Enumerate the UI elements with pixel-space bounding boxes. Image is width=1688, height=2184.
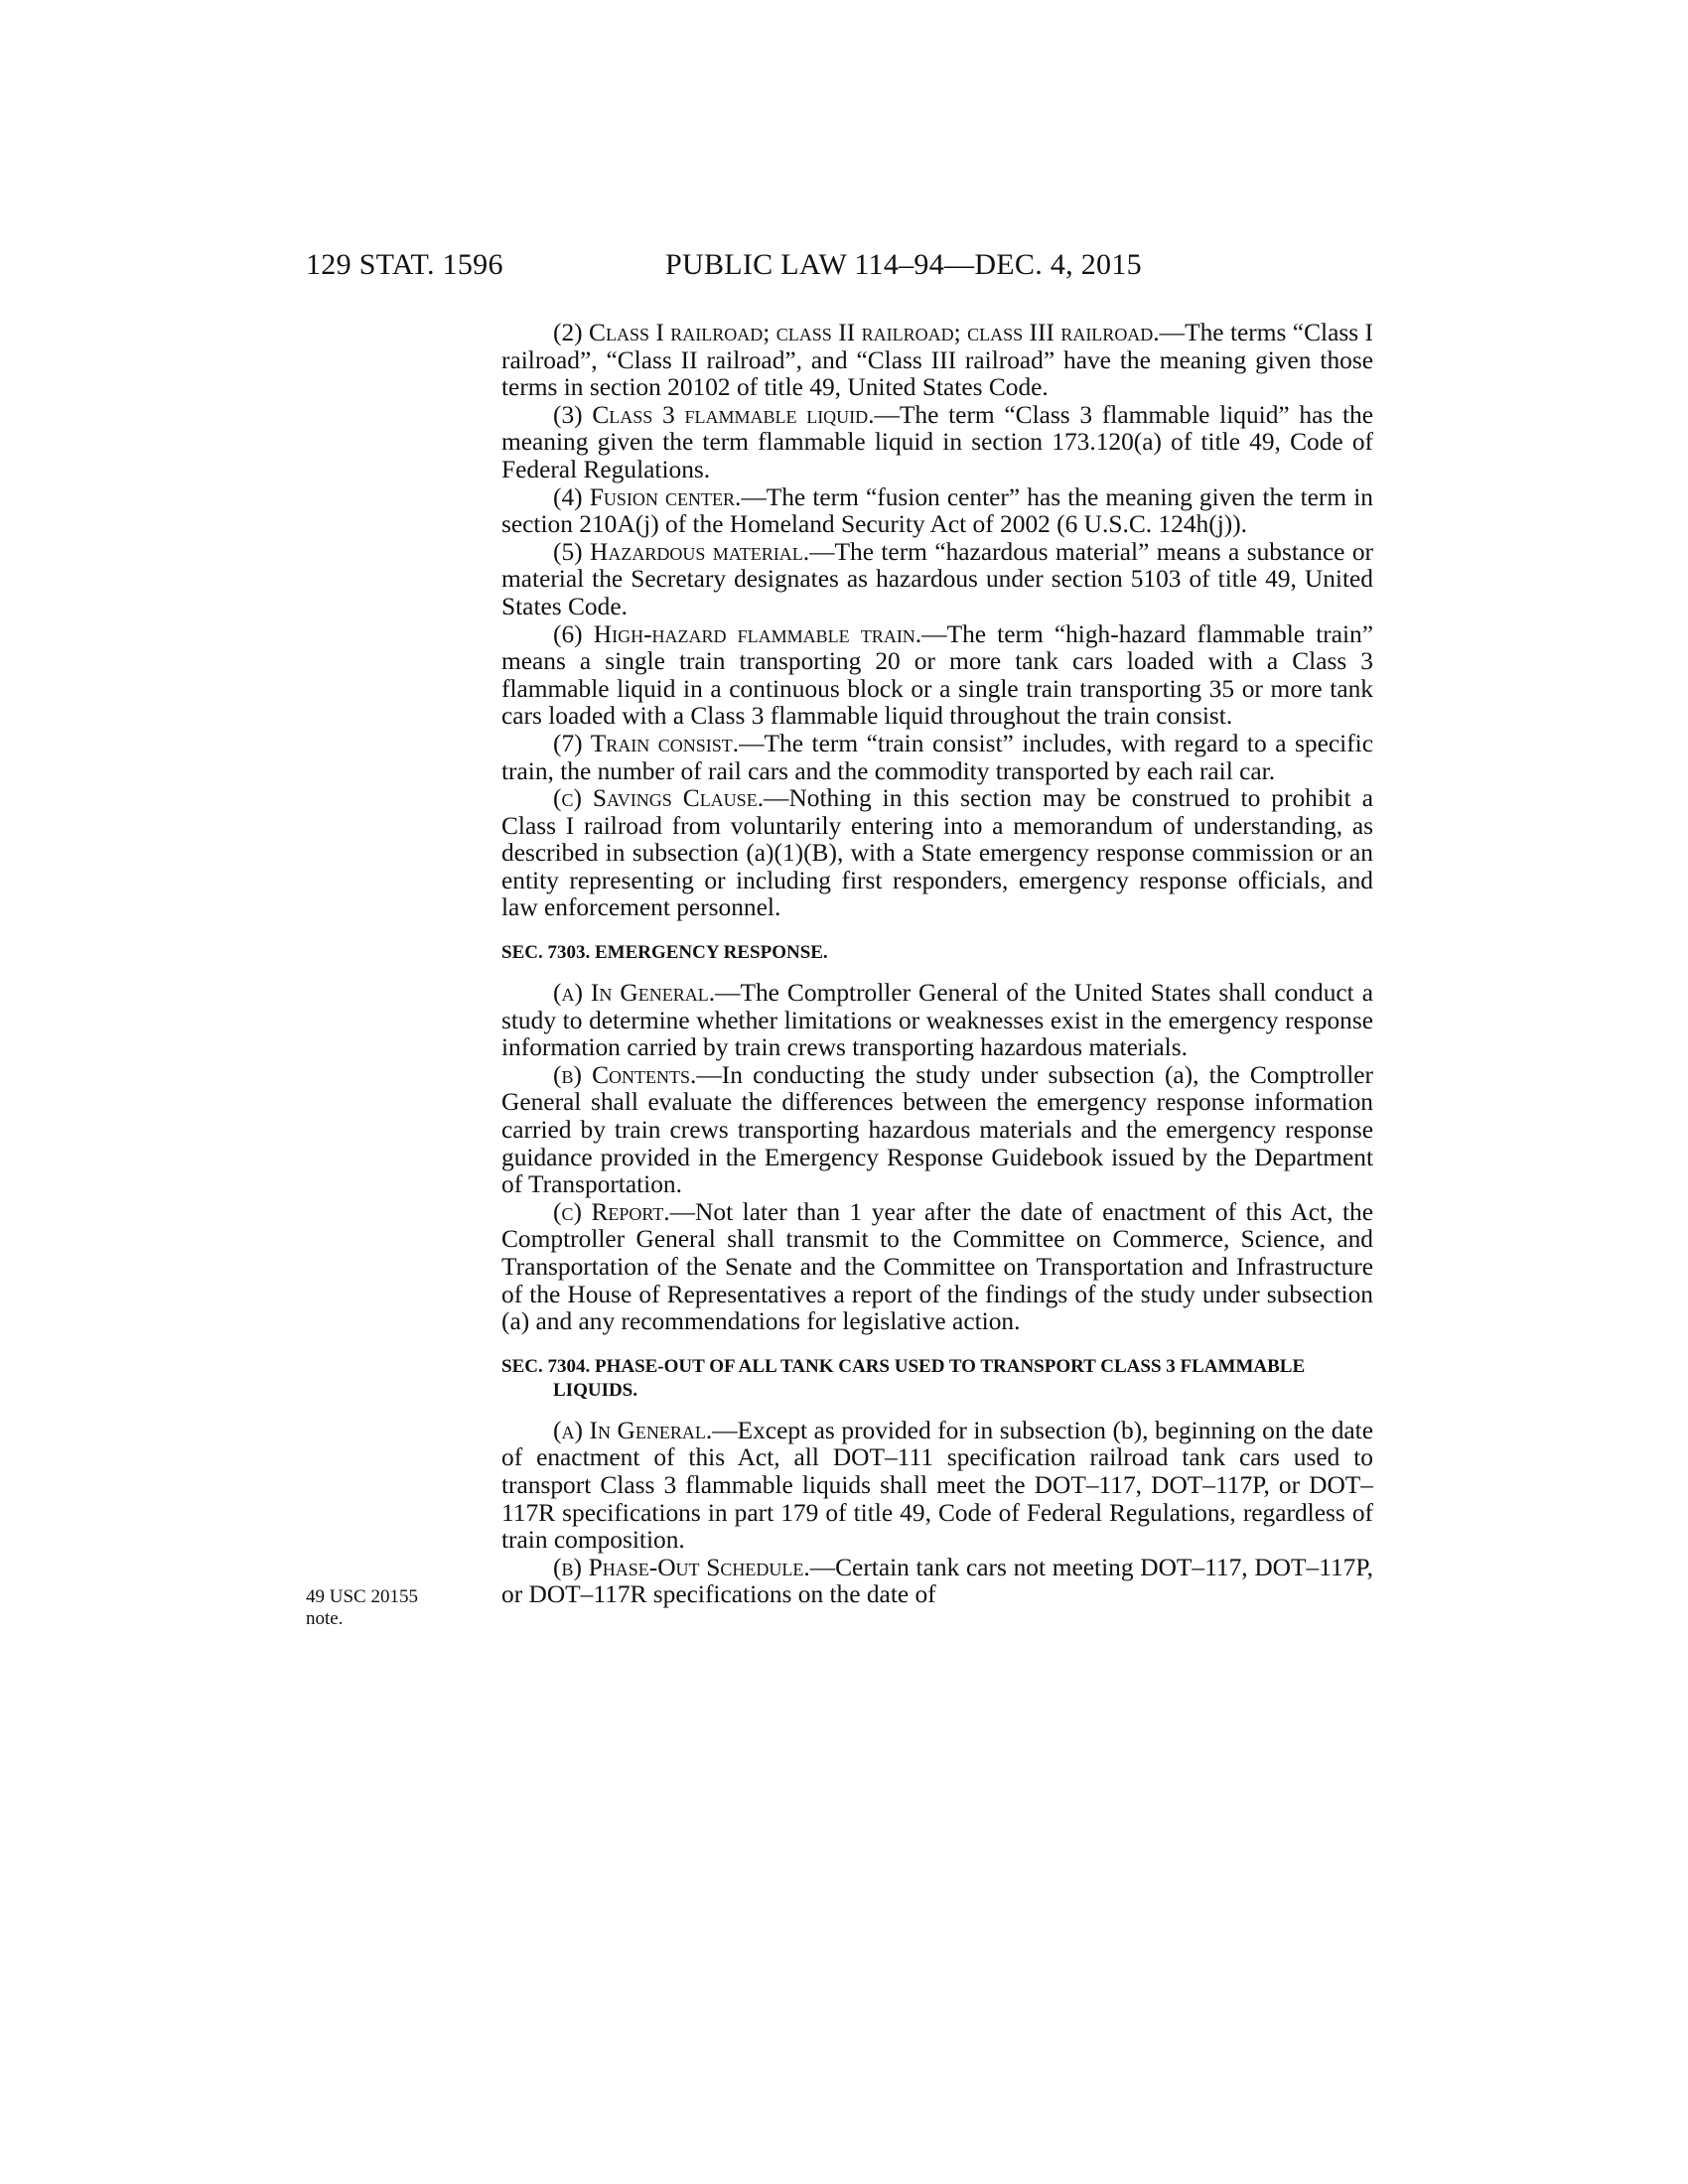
paragraph-high-hazard-train xyxy=(501,621,1373,731)
paragraph-text: —The term “hazardous material” means a substance or material the Secretary designates as hazardous under section 5103 of title 49, United States Code. xyxy=(501,537,1373,620)
subsection-heading: (a) In General. xyxy=(553,979,716,1008)
paragraph-savings-clause xyxy=(501,785,1373,922)
subsection-text: —Not later than 1 year after the date of enactment of this Act, the Comptroller General shall transmit to the Committee on Commerce, Science, and Transportation of the Senate and the Committee on Transportation and Infrastructure of the House of Representatives a report of the findings of the study under subsection (a) and any recommendations for legislative action. xyxy=(501,1197,1373,1336)
paragraph-heading: (6) High-hazard flammable train. xyxy=(553,619,922,648)
subsection-heading: (a) In General. xyxy=(553,1416,713,1444)
paragraph-heading: (3) Class 3 flammable liquid. xyxy=(553,400,875,429)
subsection-text: —Certain tank cars not meeting DOT–117, DOT–117P, or DOT–117R specifications on the date of xyxy=(501,1553,1373,1609)
paragraph-hazardous-material xyxy=(501,539,1373,621)
section-heading-7303: SEC. 7303. EMERGENCY RESPONSE. xyxy=(501,942,828,964)
subsection-7304-a xyxy=(501,1418,1373,1555)
paragraph-train-consist xyxy=(501,731,1373,785)
subsection-text: —The Comptroller General of the United States shall conduct a study to determine whether limitations or weaknesses exist in the emergency response information carried by train crews transporting hazardous materials. xyxy=(501,979,1374,1062)
running-header xyxy=(306,248,1373,292)
section-heading-7304: SEC. 7304. PHASE-OUT OF ALL TANK CARS USED TO TRANSPORT CLASS 3 FLAMMABLE LIQUIDS. xyxy=(501,1355,1306,1401)
paragraph-heading: (2) Class I railroad; class II railroad; class III railroad. xyxy=(553,319,1160,346)
paragraph-text: —Nothing in this section may be construed to prohibit a Class I railroad from voluntarily entering into a memorandum of understanding, as described in subsection (a)(1)(B), with a State emergency response commission or an entity representing or including first responders, emergency response officials, and law enforcement personnel. xyxy=(501,784,1373,922)
subsection-heading: (b) Phase-Out Schedule. xyxy=(553,1553,810,1581)
document-body xyxy=(501,320,1373,1609)
paragraph-text: —The term “train consist” includes, with regard to a specific train, the number of rail cars and the commodity transported by each rail car. xyxy=(501,729,1373,785)
margin-note-citation: 49 USC 20155 xyxy=(306,1586,418,1607)
subsection-7303-a xyxy=(501,980,1373,1062)
subsection-text: —In conducting the study under subsection (a), the Comptroller General shall evaluate the differences between the emergency response information carried by train crews transporting hazardous materials and the emergency response guidance provided in the Emergency Response Guidebook issued by the Department of Transportation. xyxy=(501,1060,1373,1199)
paragraph-heading: (5) Hazardous material. xyxy=(553,537,810,566)
subsection-heading: (c) Report. xyxy=(553,1197,670,1226)
subsection-7303-b xyxy=(501,1062,1373,1199)
paragraph-heading: (c) Savings Clause. xyxy=(553,784,765,813)
subsection-heading: (b) Contents. xyxy=(553,1060,697,1089)
public-law-citation: PUBLIC LAW 114–94—DEC. 4, 2015 xyxy=(665,248,1142,281)
paragraph-text: —The terms “Class I railroad”, “Class II railroad”, and “Class III railroad” have the meaning given those terms in section 20102 of title 49, United States Code. xyxy=(501,319,1373,402)
subsection-text: —Except as provided for in subsection (b), beginning on the date of enactment of this Act, all DOT–111 specification railroad tank cars used to transport Class 3 flammable liquids shall meet the DOT–117, DOT–117P, or DOT–117R specifications in part 179 of title 49, Code of Federal Regulations, regardless of train composition. xyxy=(501,1416,1373,1555)
margin-note xyxy=(306,1586,455,1630)
paragraph-class-3-flammable-liquid xyxy=(501,402,1373,484)
subsection-7304-b xyxy=(501,1555,1373,1609)
paragraph-heading: (7) Train consist. xyxy=(553,729,740,757)
margin-note-label: note. xyxy=(306,1608,344,1629)
paragraph-text: —The term “fusion center” has the meaning given the term in section 210A(j) of the Homeland Security Act of 2002 (6 U.S.C. 124h(j)). xyxy=(501,482,1373,539)
paragraph-class-railroad xyxy=(501,320,1373,402)
paragraph-text: —The term “high-hazard flammable train” means a single train transporting 20 or more tank cars loaded with a Class 3 flammable liquid in a continuous block or a single train transporting 35 or more tank cars loaded with a Class 3 flammable liquid throughout the train consist. xyxy=(501,619,1374,731)
paragraph-text: —The term “Class 3 flammable liquid” has the meaning given the term flammable liquid in section 173.120(a) of title 49, Code of Federal Regulations. xyxy=(501,400,1374,483)
subsection-7303-c xyxy=(501,1199,1373,1336)
statute-page-number: 129 STAT. 1596 xyxy=(306,248,503,281)
paragraph-fusion-center xyxy=(501,484,1373,539)
paragraph-heading: (4) Fusion center. xyxy=(553,482,742,511)
